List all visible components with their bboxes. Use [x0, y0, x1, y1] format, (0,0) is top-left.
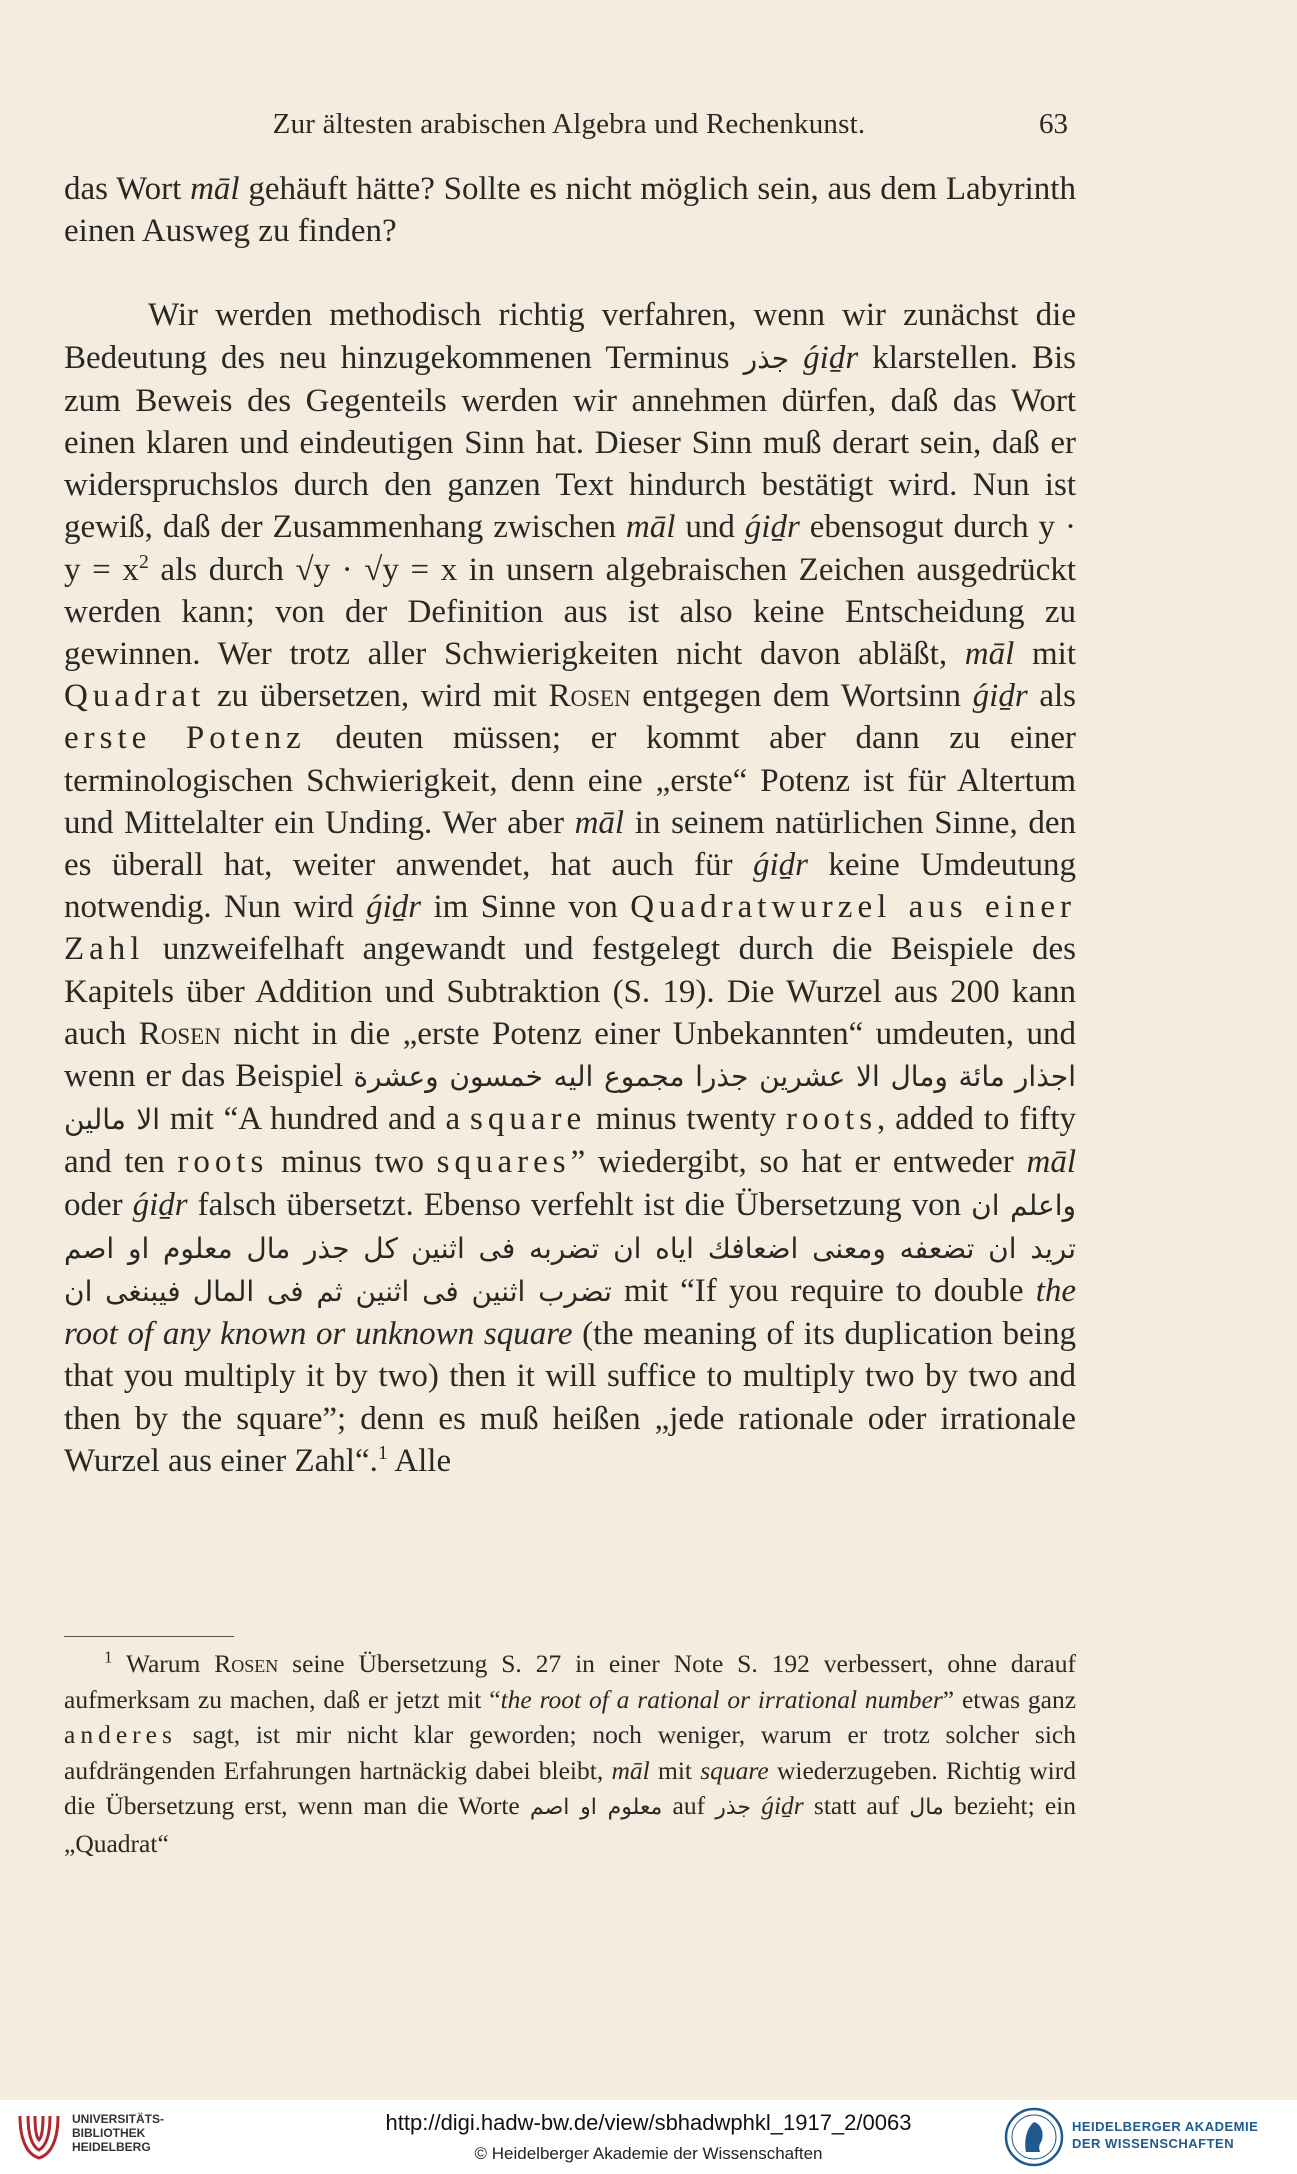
footnote-divider: [64, 1636, 234, 1637]
academy-name-line: HEIDELBERGER AKADEMIE: [1072, 2119, 1259, 2134]
text-run: bezieht; ein „Quadrat“: [64, 1791, 1076, 1858]
english-italic-quote: the root of a rational or irrational number: [500, 1684, 943, 1714]
text-run: das Wort: [64, 171, 191, 207]
text-run: entgegen dem Wortsinn: [630, 678, 973, 715]
author-rosen: Rosen: [548, 678, 631, 715]
spaced-quadratwurzel: Quadratwurzel aus einer Zahl: [64, 889, 1076, 968]
text-run: Alle: [387, 1442, 452, 1479]
text-run: unzweifelhaft angewandt und festgelegt durch die Beispiele des Kapitels über Addition und Subtraktion (S. 19). Die Wurzel aus 200 kann auch: [64, 931, 1076, 1052]
text-run: in seinem natürlichen Sinne, den es überall hat, weiter anwendet, hat auch für: [64, 804, 1076, 884]
term-square: square: [700, 1755, 769, 1785]
term-gidr: ǵiḏr: [761, 1791, 804, 1821]
arabic-quote: اجذار الا مالين: [64, 1060, 1076, 1137]
arabic-quote: مائة ومال الا عشرين جذرا مجموع اليه خمسون وعشرة: [353, 1060, 1005, 1094]
spaced-roots: roots: [177, 1144, 269, 1181]
text-run: , added to fifty and ten: [64, 1101, 1076, 1181]
text-run: Warum: [112, 1649, 215, 1678]
text-run: ” wiedergibt, so hat er entweder: [570, 1144, 1027, 1181]
text-run: als: [1027, 678, 1076, 715]
text-run: im Sinne von: [421, 889, 631, 926]
footnote: [64, 1646, 1076, 1862]
footnote-marker: 1: [104, 1647, 113, 1667]
spaced-anderes: anderes: [64, 1720, 177, 1750]
arabic-term-gidr: جذر: [715, 1795, 752, 1821]
arabic-quote: تضرب اثنين فى اثنين ثم فى المال: [192, 1275, 612, 1309]
text-run: keine Umdeutung notwendig. Nun wird: [64, 847, 1077, 926]
page-header: [64, 108, 1074, 148]
term-mal: māl: [574, 804, 625, 841]
text-run: deuten müssen; er kommt aber dann zu einer terminologischen Schwierigkeit, denn eine „erste“ Potenz ist für Altertum und Mittelalter ein Unding. Wer aber: [64, 720, 1076, 841]
arabic-quote: تريد ان تضعفه ومعنى اضعافك اياه ان تضربه فى اثنين فيبنغى ان: [64, 1231, 1077, 1309]
uni-name-line: UNIVERSITÄTS-: [72, 2112, 165, 2126]
text-run: mit: [1014, 636, 1076, 673]
viewer-footer: [0, 2100, 1297, 2174]
page-number: 63: [1039, 108, 1068, 140]
text-run: klarstellen. Bis zum Beweis des Gegenteils werden wir annehmen dürfen, daß das Wort einen klaren und eindeutigen Sinn hat. Dieser Sinn muß derart sein, daß er widerspruchslos durch den ganzen Text hindurch bestätigt wird. Nun ist gewiß, daß der Zusammenhang zwischen: [64, 339, 1077, 546]
source-url-link[interactable]: http://digi.hadw-bw.de/view/sbhadwphkl_1917_2/0063: [385, 2110, 912, 2135]
paragraph-1: [64, 168, 1076, 252]
text-run: minus twenty: [586, 1101, 787, 1138]
term-mal: māl: [611, 1755, 650, 1785]
academy-name-line: DER WISSENSCHAFTEN: [1072, 2136, 1235, 2151]
text-run: nicht in die „erste Potenz einer Unbekannten“ umdeuten, und wenn er das Beispiel: [64, 1015, 1076, 1095]
text-run: mit “A hundred and a: [160, 1101, 470, 1138]
uni-name-line: HEIDELBERG: [72, 2140, 151, 2154]
academy-seal-icon: [1004, 2106, 1064, 2168]
paragraph-2: [64, 294, 1076, 1482]
text-run: oder: [64, 1186, 133, 1223]
running-title: Zur ältesten arabischen Algebra und Rechenkunst.: [272, 108, 866, 140]
term-mal: māl: [190, 171, 240, 207]
author-rosen: Rosen: [214, 1649, 279, 1678]
term-gidr: ǵiḏr: [366, 889, 422, 926]
text-run: mit “If you require to double: [611, 1273, 1036, 1310]
text-run: wiederzugeben. Richtig wird die Übersetzung erst, wenn man die Worte: [64, 1755, 1077, 1821]
arabic-quote: واعلم ان كل جذر مال معلوم او اصم: [64, 1188, 1077, 1265]
text-run: und: [675, 509, 745, 546]
text-run: mit: [649, 1755, 701, 1785]
arabic-quote: معلوم او اصم: [529, 1795, 663, 1821]
formula-run: ebensogut durch y · y = x: [64, 509, 1076, 588]
text-run: statt auf: [803, 1791, 910, 1821]
spaced-quadrat: Quadrat: [64, 678, 206, 715]
term-mal: māl: [1026, 1144, 1076, 1181]
english-italic-quote: the root of any known or unknown square: [64, 1273, 1077, 1353]
arabic-term-gidr: جذر: [743, 341, 790, 375]
spaced-squares: squares: [436, 1144, 571, 1181]
term-gidr: ǵiḏr: [744, 509, 800, 546]
text-run: ” etwas ganz: [942, 1684, 1077, 1714]
spaced-erste-potenz: erste Potenz: [64, 720, 306, 757]
footnote-1: [64, 1646, 1076, 1862]
term-gidr: ǵiḏr: [972, 678, 1028, 715]
text-run: minus two: [268, 1144, 437, 1181]
term-gidr: ǵiḏr: [752, 847, 808, 884]
text-run: (the meaning of its duplication being that you multiply it by two) then it will suffice to multiply two by two and then by the square”; denn es muß heißen „jede rationale oder irrationale Wurzel aus einer Zahl“.: [64, 1316, 1076, 1479]
text-run: falsch übersetzt. Ebenso verfehlt ist die Übersetzung von: [187, 1186, 972, 1223]
text-run: gehäuft hätte? Sollte es nicht möglich sein, aus dem Labyrinth einen Ausweg zu finden?: [64, 171, 1076, 250]
text-run: zu übersetzen, wird mit: [205, 678, 549, 715]
author-rosen: Rosen: [138, 1015, 221, 1052]
copyright-notice: © Heidelberger Akademie der Wissenschaften: [474, 2144, 823, 2163]
term-gidr: ǵiḏr: [132, 1186, 188, 1223]
text-run: als durch √y · √y = x in unsern algebraischen Zeichen ausgedrückt werden kann; von der Definition aus ist also keine Entscheidung zu gewinnen. Wer trotz aller Schwierigkeiten nicht davon abläßt,: [64, 551, 1076, 673]
text-run: auf: [662, 1791, 716, 1821]
body-text: [64, 168, 1076, 1482]
term-gidr: ǵiḏr: [803, 339, 859, 376]
text-run: sagt, ist mir nicht klar geworden; noch weniger, warum er trotz solcher sich aufdrängenden Erfahrungen hartnäckig dabei bleibt,: [64, 1720, 1076, 1785]
term-mal: māl: [625, 509, 676, 546]
footnote-reference: 1: [377, 1441, 388, 1464]
term-mal: māl: [964, 636, 1015, 673]
uni-name-line: BIBLIOTHEK: [72, 2126, 146, 2140]
spaced-square: square: [469, 1101, 587, 1138]
arabic-term-mal: مال: [909, 1795, 944, 1821]
superscript: 2: [138, 550, 149, 573]
academy-name: [1072, 2118, 1258, 2152]
spaced-roots: roots: [786, 1101, 878, 1138]
text-run: seine Übersetzung S. 27 in einer Note S. 192 verbessert, ohne darauf aufmerksam zu machen, daß er jetzt mit “: [64, 1649, 1076, 1714]
text-run: Wir werden methodisch richtig verfahren, wenn wir zunächst die Bedeutung des neu hinzugekommenen Terminus: [64, 297, 1076, 376]
